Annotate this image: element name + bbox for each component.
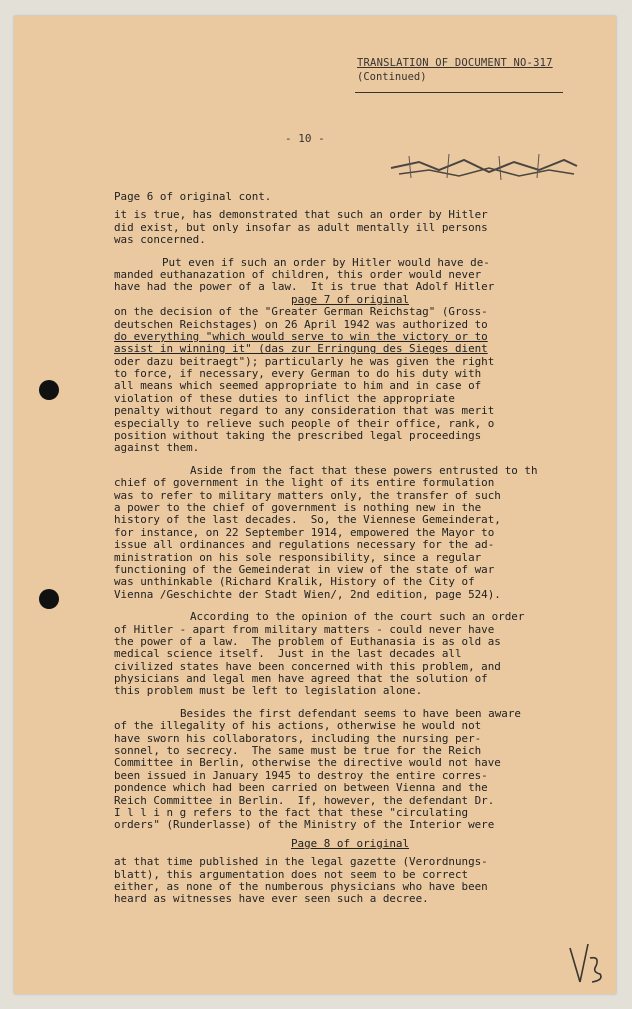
- text-line: was concerned.: [114, 234, 206, 247]
- text-line: physicians and legal men have agreed that the solution of: [114, 673, 488, 686]
- text-line: was to refer to military matters only, the transfer of such: [114, 489, 501, 502]
- crossed-out-scribble: [389, 148, 579, 184]
- text-line: against them.: [114, 442, 200, 455]
- text-line: Put even if such an order by Hitler would have de-: [162, 256, 490, 269]
- page-number: - 10 -: [285, 132, 325, 145]
- original-page-marker: page 7 of original: [290, 293, 410, 306]
- text-line: medical science itself. Just in the last decades all: [114, 648, 462, 661]
- text-line: on the decision of the "Greater German Reichstag" (Gross-: [114, 306, 488, 319]
- text-line: ministration on his sole responsibility, since a regular: [114, 551, 482, 564]
- text-line: did exist, but only insofar as adult mentally ill persons: [114, 221, 488, 234]
- text-line: heard as witnesses have ever seen such a decree.: [114, 893, 429, 906]
- text-line: Reich Committee in Berlin. If, however, the defendant Dr.: [114, 794, 495, 807]
- text-line: I l l i n g refers to the fact that these "circulating: [114, 806, 469, 819]
- text-line: it is true, has demonstrated that such an order by Hitler: [114, 209, 488, 222]
- text-line: history of the last decades. So, the Viennese Gemeinderat,: [114, 514, 501, 527]
- text-line: deutschen Reichstages) on 26 April 1942 was authorized to: [114, 318, 488, 331]
- text-line: blatt), this argumentation does not seem to be correct: [114, 868, 469, 881]
- text-line: assist in winning it" (das zur Erringung des Sieges dient: [114, 343, 488, 356]
- text-line: issue all ordinances and regulations necessary for the ad-: [114, 539, 495, 552]
- text-line: been issued in January 1945 to destroy the entire corres-: [114, 769, 488, 782]
- text-line: at that time published in the legal gazette (Verordnungs-: [114, 856, 488, 869]
- document-page: [14, 16, 616, 994]
- text-line: oder dazu beitraegt"); particularly he was given the right: [114, 355, 495, 368]
- text-line: violation of these duties to inflict the appropriate: [114, 392, 455, 405]
- text-line: manded euthanazation of children, this order would never: [114, 268, 482, 281]
- text-line: chief of government in the light of its entire formulation: [114, 477, 495, 490]
- punch-hole: [39, 380, 59, 400]
- text-line: to force, if necessary, every German to do his duty with: [114, 368, 482, 381]
- text-line: have sworn his collaborators, including the nursing per-: [114, 732, 482, 745]
- text-line: orders" (Runderlasse) of the Ministry of the Interior were: [114, 819, 495, 832]
- text-line: sonnel, to secrecy. The same must be true for the Reich: [114, 745, 482, 758]
- text-line: Vienna /Geschichte der Stadt Wien/, 2nd edition, page 524).: [114, 588, 501, 601]
- text-line: position without taking the prescribed legal proceedings: [114, 430, 482, 443]
- text-line: of Hitler - apart from military matters - could never have: [114, 623, 495, 636]
- text-line: all means which seemed appropriate to him and in case of: [114, 380, 482, 393]
- original-page-marker: Page 8 of original: [290, 837, 410, 850]
- text-line: have had the power of a law. It is true that Adolf Hitler: [114, 281, 495, 294]
- handwritten-mark: [566, 938, 606, 988]
- text-line: Committee in Berlin, otherwise the directive would not have: [114, 757, 501, 770]
- text-line: pondence which had been carried on between Vienna and the: [114, 782, 488, 795]
- text-line: especially to relieve such people of their office, rank, o: [114, 417, 495, 430]
- header-underline: [355, 92, 563, 93]
- body-text: [114, 191, 586, 906]
- punch-hole: [39, 589, 59, 609]
- text-line: of the illegality of his actions, otherwise he would not: [114, 720, 482, 733]
- text-line: functioning of the Gemeinderat in view of the state of war: [114, 563, 495, 576]
- header-continued: (Continued): [357, 71, 427, 83]
- text-line: either, as none of the numberous physicians who have been: [114, 880, 488, 893]
- text-line: the power of a law. The problem of Euthanasia is as old as: [114, 635, 501, 648]
- text-line: penalty without regard to any consideration that was merit: [114, 405, 495, 418]
- text-line: for instance, on 22 September 1914, empowered the Mayor to: [114, 526, 495, 539]
- text-line: do everything "which would serve to win the victory or to: [114, 330, 488, 343]
- translation-header: [357, 56, 553, 84]
- text-line: Besides the first defendant seems to have been aware: [180, 707, 521, 720]
- text-line: According to the opinion of the court such an order: [190, 611, 525, 624]
- text-line: this problem must be left to legislation alone.: [114, 685, 423, 698]
- header-title: TRANSLATION OF DOCUMENT NO-317: [357, 57, 553, 69]
- text-line: Page 6 of original cont.: [114, 191, 272, 203]
- text-line: was unthinkable (Richard Kralik, History of the City of: [114, 576, 475, 589]
- text-line: civilized states have been concerned with this problem, and: [114, 660, 501, 673]
- text-line: Aside from the fact that these powers entrusted to th: [190, 464, 538, 477]
- text-line: a power to the chief of government is nothing new in the: [114, 501, 482, 514]
